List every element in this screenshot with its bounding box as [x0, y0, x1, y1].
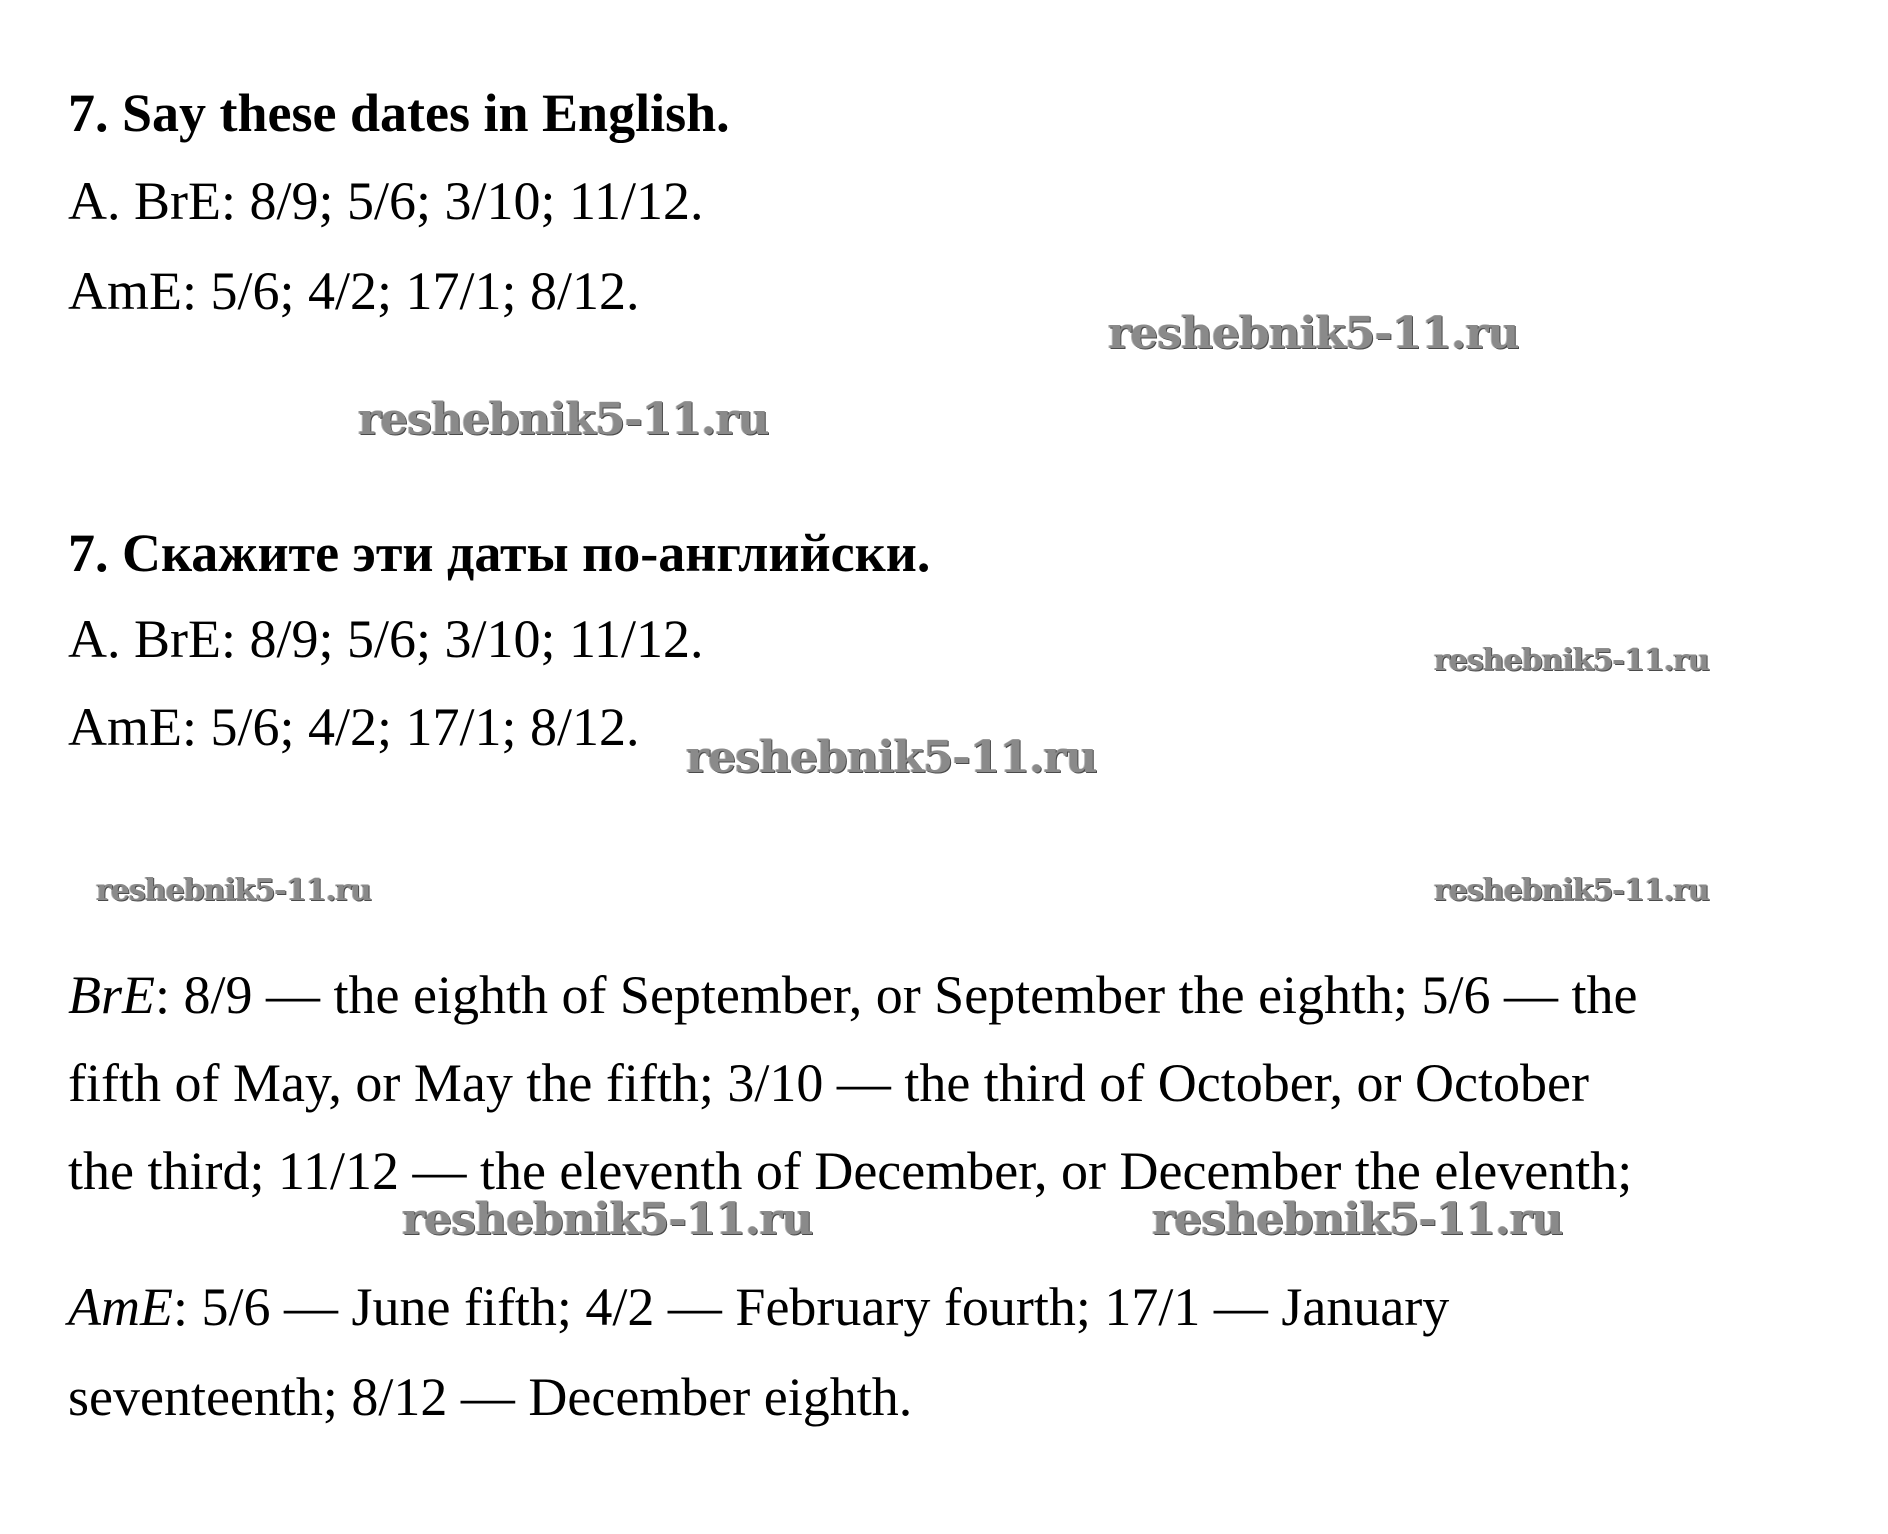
answer-ame-label: AmE — [68, 1277, 173, 1337]
exercise-title-en: 7. Say these dates in English. — [68, 83, 730, 143]
exercise-line-ame-en: AmE: 5/6; 4/2; 17/1; 8/12. — [68, 261, 640, 321]
watermark: reshebnik5-11.ru — [1152, 1194, 1563, 1245]
answer-bre-line-3: the third; 11/12 — the eleventh of December, or December the eleventh; — [68, 1141, 1633, 1201]
watermark: reshebnik5-11.ru — [1108, 308, 1519, 359]
answer-ame-line-2: seventeenth; 8/12 — December eighth. — [68, 1367, 913, 1427]
answer-ame-text-1: : 5/6 — June fifth; 4/2 — February fourth; 17/1 — January — [172, 1277, 1450, 1337]
watermark: reshebnik5-11.ru — [1434, 643, 1709, 678]
answer-bre-line-2: fifth of May, or May the fifth; 3/10 — the third of October, or October — [68, 1053, 1589, 1113]
watermark: reshebnik5-11.ru — [1434, 873, 1709, 908]
watermark: reshebnik5-11.ru — [96, 873, 371, 908]
answer-bre-line-1 — [68, 965, 1638, 1025]
watermark: reshebnik5-11.ru — [686, 732, 1097, 783]
exercise-line-bre-en: A. BrE: 8/9; 5/6; 3/10; 11/12. — [68, 171, 704, 231]
answer-bre-label: BrE — [68, 965, 155, 1025]
watermark: reshebnik5-11.ru — [402, 1194, 813, 1245]
exercise-line-bre-ru: A. BrE: 8/9; 5/6; 3/10; 11/12. — [68, 609, 704, 669]
exercise-line-ame-ru: AmE: 5/6; 4/2; 17/1; 8/12. — [68, 697, 640, 757]
watermark: reshebnik5-11.ru — [358, 394, 769, 445]
answer-ame-line-1 — [68, 1277, 1450, 1337]
answer-bre-text-1: : 8/9 — the eighth of September, or September the eighth; 5/6 — the — [155, 965, 1638, 1025]
exercise-title-ru: 7. Скажите эти даты по-английски. — [68, 523, 931, 583]
